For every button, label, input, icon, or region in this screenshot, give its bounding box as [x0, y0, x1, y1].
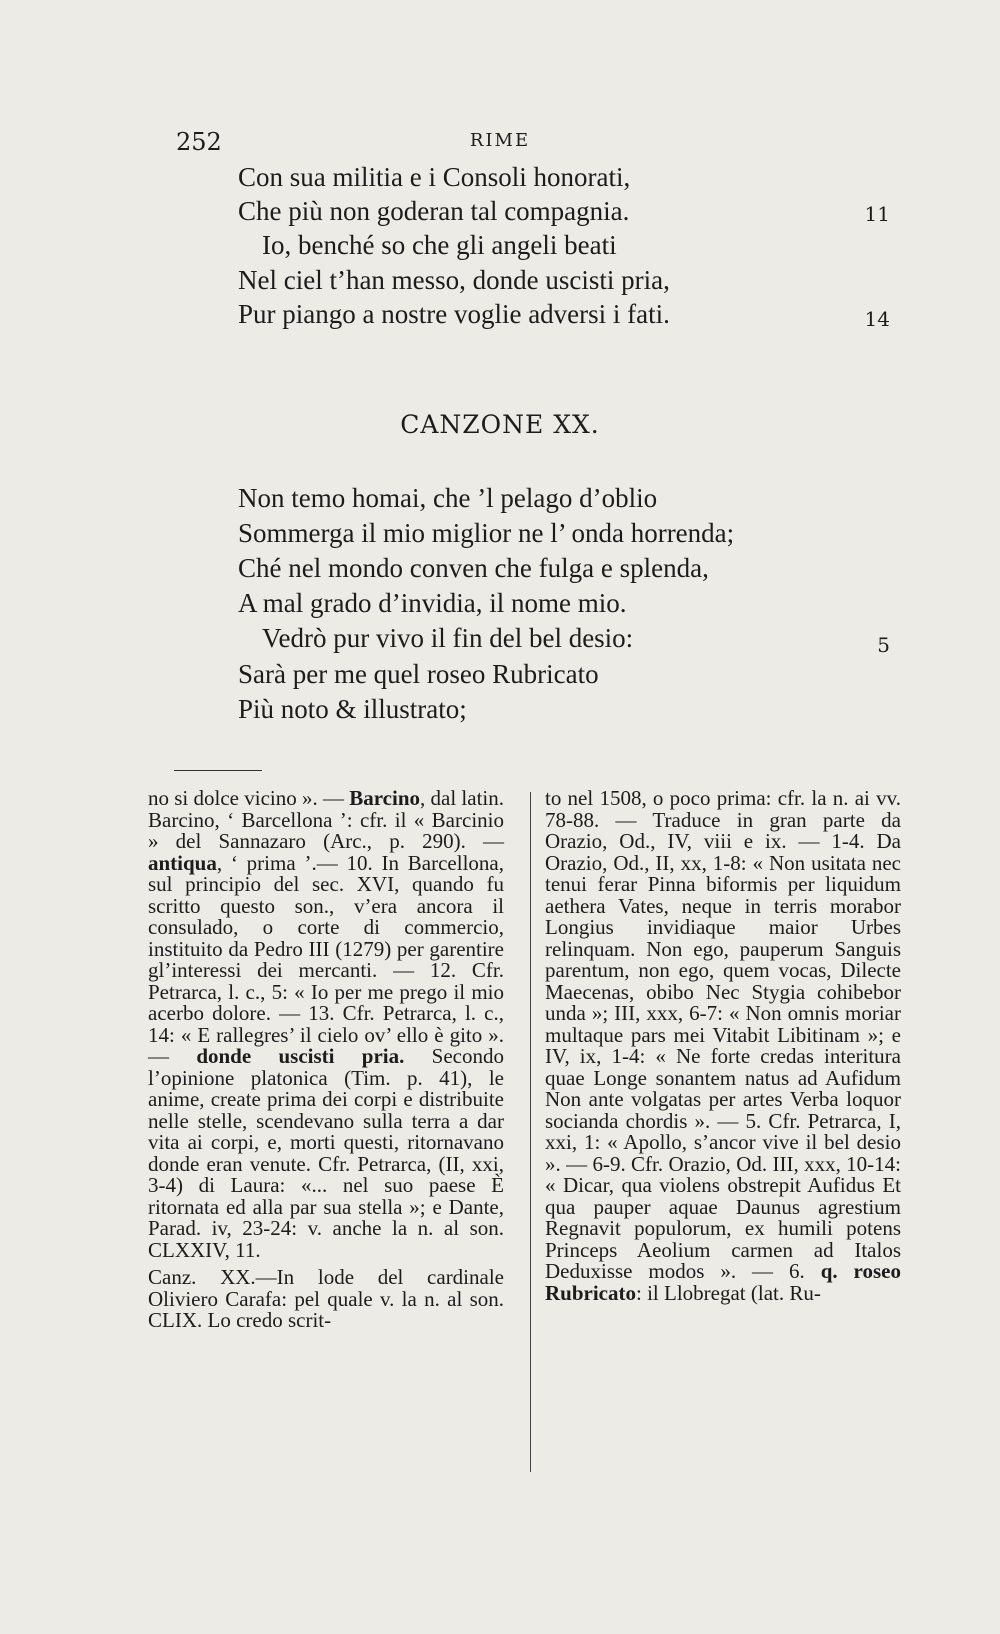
line-number: 11 [864, 202, 890, 226]
footnote [148, 788, 504, 1261]
line-number: 5 [877, 633, 890, 657]
lemma: Barcino [349, 786, 421, 810]
verse-line: Sarà per me quel roseo Rubricato [238, 659, 599, 689]
footnote: Canz. XX.—In lode del cardinale Oliviero Carafa: pel quale v. la n. al son. CLIX. Lo credo scrit- [148, 1265, 504, 1332]
verse-line: Io, benché so che gli angeli beati [262, 230, 617, 260]
verse-line: Con sua militia e i Consoli honorati, [238, 162, 631, 192]
footnote-rule [174, 770, 262, 771]
verse-line: Che più non goderan tal compagnia. [238, 196, 630, 226]
notes-column-left [148, 788, 504, 1332]
notes-column-right [545, 788, 901, 1304]
verse-line: Più noto & illustrato; [238, 694, 467, 724]
note-text: Secondo l’opinione platonica (Tim. p. 41), le anime, create prima dei corpi e distribuite nelle stelle, scendevano sulla terra a dar vita ai corpi, e, morti questi, ritornavano donde eran venute. Cfr. Petrarca, (II, xxi, 3-4) di Laura: «... nel suo paese È ritornata ed alla par sua stella »; e Dante, Parad. iv, 23-24: v. anche la n. al son. CLXXIV, 11. [148, 1044, 505, 1262]
footnote [545, 788, 901, 1304]
verse-line: Ché nel mondo conven che fulga e splenda, [238, 553, 709, 583]
verse-line: Non temo homai, che ’l pelago d’oblio [238, 483, 658, 513]
note-text: : il Llobregat (lat. Ru- [636, 1280, 821, 1305]
column-divider [530, 792, 531, 1472]
verse-line: Pur piango a nostre voglie adversi i fati. [238, 299, 670, 329]
section-title: CANZONE XX. [400, 410, 600, 439]
verse-line: A mal grado d’invidia, il nome mio. [238, 588, 627, 618]
verse-line: Nel ciel t’han messo, donde uscisti pria, [238, 265, 670, 295]
verse-line: Sommerga il mio miglior ne l’ onda horrenda; [238, 518, 735, 548]
lemma: q. roseo Rubricato [545, 1259, 901, 1305]
verse-line: Vedrò pur vivo il fin del bel desio: [262, 623, 634, 653]
note-text: to nel 1508, o poco prima: cfr. la n. ai vv. 78-88. — Traduce in gran parte da Orazio, Od., IV, viii e ix. — 1-4. Da Orazio, Od., II, xx, 1-8: « Non usitata nec tenui ferar Pinna biformis per liquidum aethera Vates, neque in terris morabor Longius invidiaque maior Urbes relinquam. Non ego, pauperum Sanguis parentum, non ego, quem vocas, Dilecte Maecenas, obibo Nec Stygia cohibebor unda »; III, xxx, 6-7: « Non omnis moriar multaque pars mei Vitabit Libitinam »; e IV, ix, 1-4: « Ne forte credas interitura quae Longe sonantem natus ad Aufidum Non ante volgatas per artes Verba loquor socianda chordis ». — 5. Cfr. Petrarca, I, xxi, 1: « Apollo, s’ancor vive il bel desio ». — 6-9. Cfr. Orazio, Od. III, xxx, 10-14: « Dicar, qua violens obstrepit Aufidus Et qua pauper aquae Daunus agrestium Regnavit populorum, ex humili potens Princeps Aeolium carmen ad Italos Deduxisse modos ». — 6. [545, 786, 901, 1283]
running-head: RIME [469, 130, 531, 151]
lemma: antiqua [148, 850, 217, 875]
line-number: 14 [864, 307, 890, 331]
note-text: no si dolce vicino ». — [148, 786, 350, 810]
note-text: , dal latin. Barcino, ‘ Barcellona ’: cfr. il « Barcinio » del Sannazaro (Arc., p. 290). — [148, 786, 505, 853]
page-number: 252 [176, 128, 222, 156]
note-text: , ‘ prima ’.— 10. In Barcellona, sul principio del sec. XVI, quando fu scritto questo son., v’era ancora il consulado, o corte di commercio, instituito da Pedro III (1279) per garentire gl’interessi dei mercanti. — 12. Cfr. Petrarca, l. c., 5: « Io per me prego il mio acerbo dolore. — 13. Cfr. Petrarca, l. c., 14: « E rallegres’ il cielo ov’ ello è gito ». — [148, 850, 504, 1068]
lemma: donde uscisti pria. [196, 1044, 405, 1068]
page-header [0, 128, 1000, 158]
